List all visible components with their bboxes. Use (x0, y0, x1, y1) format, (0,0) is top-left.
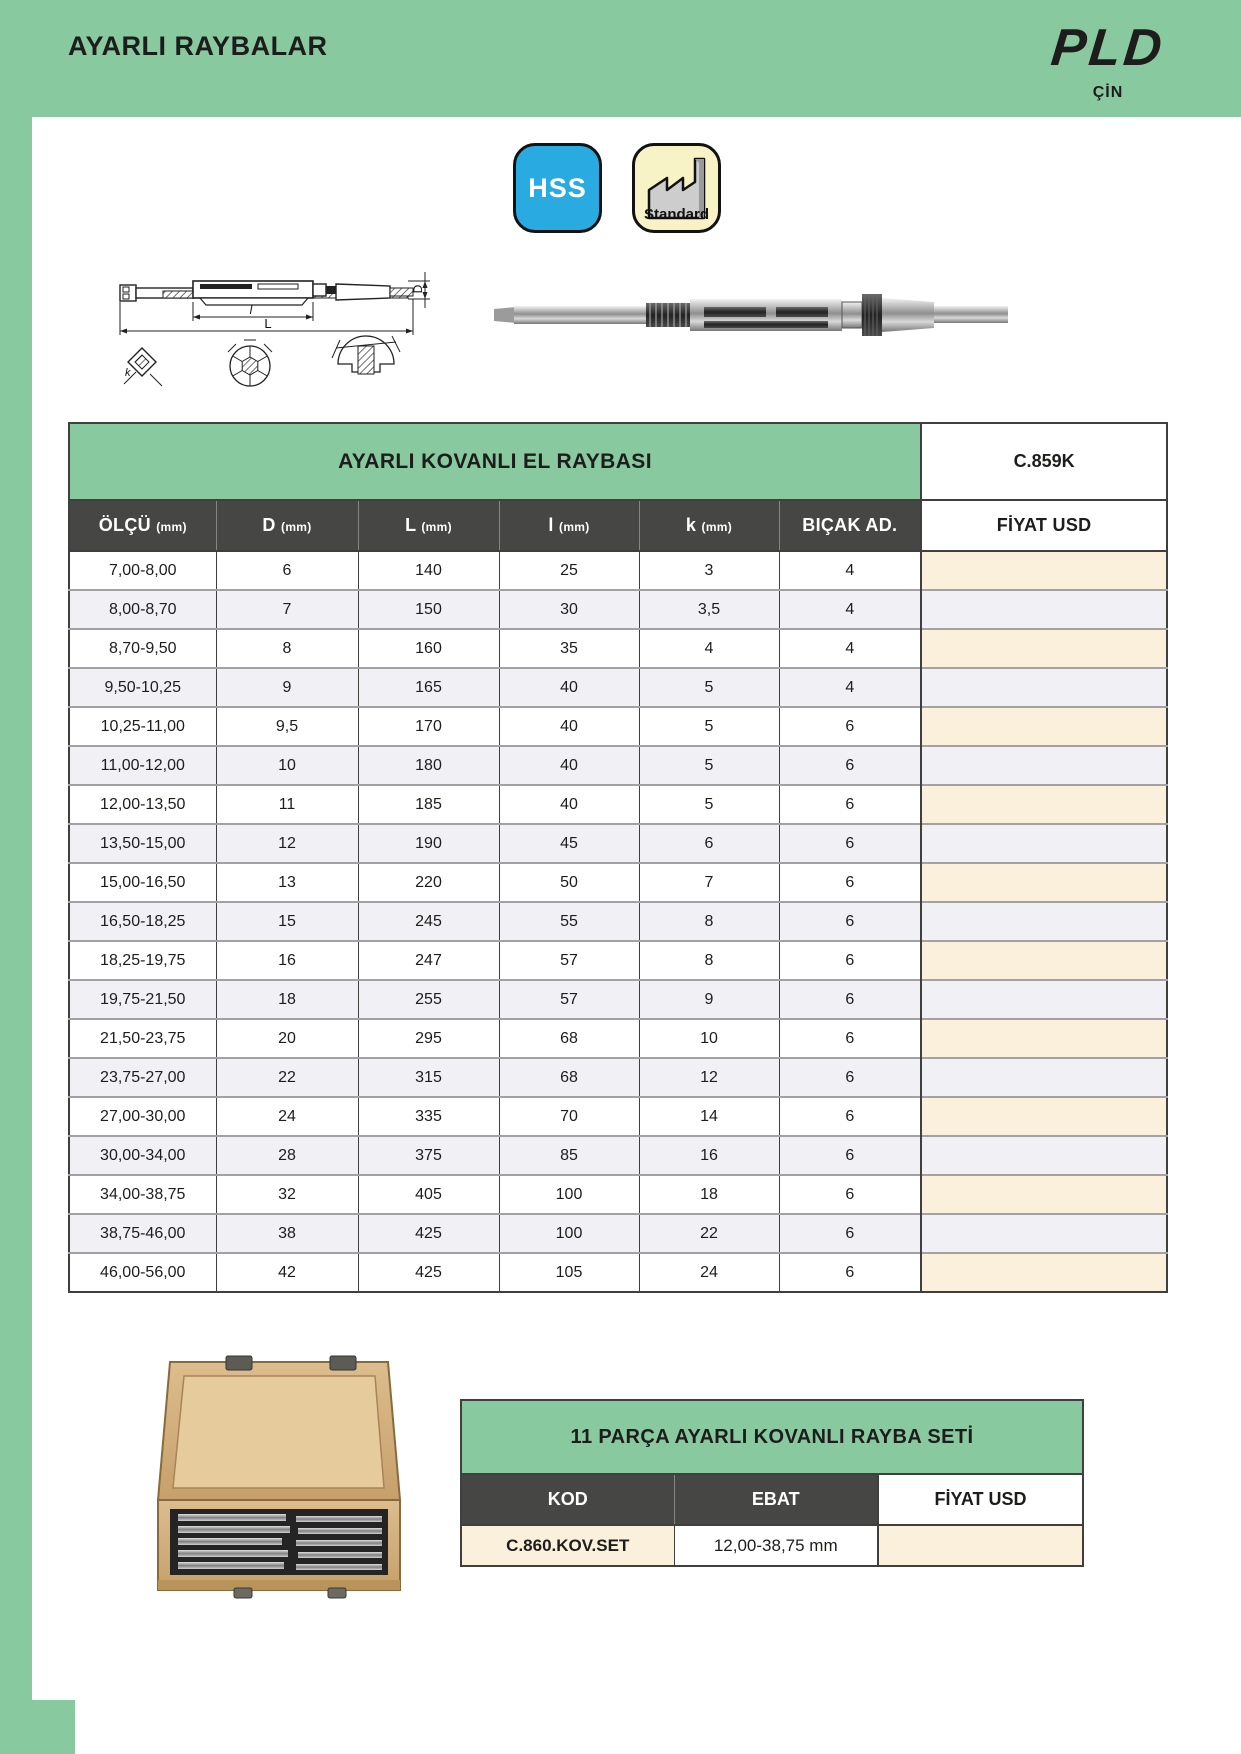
value-cell: 18,25-19,75 (69, 941, 216, 980)
value-cell: 6 (779, 746, 921, 785)
price-cell (921, 551, 1167, 590)
value-cell: 180 (358, 746, 499, 785)
price-cell (921, 1136, 1167, 1175)
price-cell (878, 1525, 1083, 1566)
value-cell: 6 (779, 1058, 921, 1097)
value-cell: 165 (358, 668, 499, 707)
value-cell: 38,75-46,00 (69, 1214, 216, 1253)
set-table-title-row (461, 1400, 1083, 1474)
value-cell: 30 (499, 590, 639, 629)
value-cell: 38 (216, 1214, 358, 1253)
value-cell: 6 (779, 980, 921, 1019)
price-cell (921, 746, 1167, 785)
set-table (460, 1399, 1084, 1567)
reamer-set-box-photo (138, 1352, 423, 1607)
value-cell: 16,50-18,25 (69, 902, 216, 941)
value-cell: 12 (639, 1058, 779, 1097)
table-row (69, 1175, 1167, 1214)
value-cell: 8 (216, 629, 358, 668)
value-cell: 160 (358, 629, 499, 668)
price-cell (921, 980, 1167, 1019)
value-cell: 9,50-10,25 (69, 668, 216, 707)
value-cell: 12 (216, 824, 358, 863)
table-row (69, 863, 1167, 902)
table-row (69, 824, 1167, 863)
value-cell: 10 (639, 1019, 779, 1058)
table-row (461, 1525, 1083, 1566)
table-row (69, 590, 1167, 629)
value-cell: 68 (499, 1058, 639, 1097)
value-cell: 50 (499, 863, 639, 902)
value-cell: 8 (639, 941, 779, 980)
table-row (69, 1097, 1167, 1136)
value-cell: 14 (639, 1097, 779, 1136)
value-cell: 375 (358, 1136, 499, 1175)
value-cell: 6 (779, 707, 921, 746)
table-row (69, 1214, 1167, 1253)
value-cell: 425 (358, 1214, 499, 1253)
value-cell: 16 (639, 1136, 779, 1175)
price-cell (921, 863, 1167, 902)
brand-country: ÇİN (1092, 84, 1124, 101)
value-cell: 245 (358, 902, 499, 941)
value-cell: 21,50-23,75 (69, 1019, 216, 1058)
value-cell: 24 (639, 1253, 779, 1292)
set-column-header-price: FİYAT USD (878, 1474, 1083, 1525)
value-cell: 190 (358, 824, 499, 863)
value-cell: 42 (216, 1253, 358, 1292)
value-cell: 11,00-12,00 (69, 746, 216, 785)
value-cell: 247 (358, 941, 499, 980)
value-cell: 7 (639, 863, 779, 902)
value-cell: 70 (499, 1097, 639, 1136)
column-header-k: k (mm) (639, 500, 779, 551)
value-cell: 6 (779, 1097, 921, 1136)
value-cell: 6 (779, 1253, 921, 1292)
value-cell: 3 (639, 551, 779, 590)
table-row (69, 551, 1167, 590)
value-cell: 12,00-38,75 mm (674, 1525, 878, 1566)
value-cell: 10 (216, 746, 358, 785)
hss-badge (513, 143, 602, 233)
price-cell (921, 824, 1167, 863)
value-cell: 405 (358, 1175, 499, 1214)
value-cell: 100 (499, 1214, 639, 1253)
value-cell: 25 (499, 551, 639, 590)
value-cell: 6 (779, 941, 921, 980)
left-accent-bar (0, 117, 32, 1700)
value-cell: 6 (779, 785, 921, 824)
value-cell: 6 (779, 863, 921, 902)
set-table-title: 11 PARÇA AYARLI KOVANLI RAYBA SETİ (461, 1400, 1083, 1474)
value-cell: 19,75-21,50 (69, 980, 216, 1019)
value-cell: 6 (779, 902, 921, 941)
value-cell: 100 (499, 1175, 639, 1214)
table-row (69, 1058, 1167, 1097)
value-cell: 4 (639, 629, 779, 668)
value-cell: 45 (499, 824, 639, 863)
value-cell: 6 (779, 1136, 921, 1175)
price-cell (921, 668, 1167, 707)
footer-accent-block (0, 1700, 75, 1754)
dim-label-l: l (249, 303, 253, 317)
value-cell: 425 (358, 1253, 499, 1292)
value-cell: 6 (779, 1214, 921, 1253)
value-cell: 46,00-56,00 (69, 1253, 216, 1292)
column-header-price: FİYAT USD (921, 500, 1167, 551)
dim-label-k: k (125, 367, 131, 379)
set-table-header-row (461, 1474, 1083, 1525)
value-cell: 185 (358, 785, 499, 824)
value-cell: 22 (639, 1214, 779, 1253)
table-row (69, 707, 1167, 746)
value-cell: 8 (639, 902, 779, 941)
value-cell: 34,00-38,75 (69, 1175, 216, 1214)
column-header-L: L (mm) (358, 500, 499, 551)
value-cell: 6 (216, 551, 358, 590)
value-cell: 170 (358, 707, 499, 746)
value-cell: 5 (639, 746, 779, 785)
value-cell: 5 (639, 668, 779, 707)
value-cell: 6 (779, 1175, 921, 1214)
value-cell: 55 (499, 902, 639, 941)
value-cell: 140 (358, 551, 499, 590)
technical-drawing (108, 242, 438, 390)
price-cell (921, 1019, 1167, 1058)
value-cell: 12,00-13,50 (69, 785, 216, 824)
value-cell: 57 (499, 941, 639, 980)
price-cell (921, 1097, 1167, 1136)
value-cell: 4 (779, 629, 921, 668)
value-cell: 40 (499, 668, 639, 707)
value-cell: 105 (499, 1253, 639, 1292)
price-cell (921, 1175, 1167, 1214)
value-cell: 220 (358, 863, 499, 902)
product-code: C.859K (921, 423, 1167, 500)
table-row (69, 980, 1167, 1019)
value-cell: 40 (499, 785, 639, 824)
price-cell (921, 707, 1167, 746)
main-table-title: AYARLI KOVANLI EL RAYBASI (69, 423, 921, 500)
value-cell: 6 (779, 824, 921, 863)
price-cell (921, 941, 1167, 980)
value-cell: 40 (499, 746, 639, 785)
price-cell (921, 629, 1167, 668)
value-cell: 9 (639, 980, 779, 1019)
table-row (69, 1253, 1167, 1292)
value-cell: 8,70-9,50 (69, 629, 216, 668)
value-cell: 85 (499, 1136, 639, 1175)
brand-logo: PLD (1048, 19, 1168, 77)
column-header-bicak: BIÇAK AD. (779, 500, 921, 551)
value-cell: 9,5 (216, 707, 358, 746)
price-cell (921, 902, 1167, 941)
table-row (69, 902, 1167, 941)
value-cell: 24 (216, 1097, 358, 1136)
standard-badge (632, 143, 721, 233)
value-cell: 15 (216, 902, 358, 941)
price-cell (921, 590, 1167, 629)
value-cell: 10,25-11,00 (69, 707, 216, 746)
value-cell: 9 (216, 668, 358, 707)
value-cell: 4 (779, 551, 921, 590)
value-cell: 15,00-16,50 (69, 863, 216, 902)
value-cell: 335 (358, 1097, 499, 1136)
value-cell: 68 (499, 1019, 639, 1058)
value-cell: 13 (216, 863, 358, 902)
main-table (68, 422, 1168, 1293)
value-cell: 20 (216, 1019, 358, 1058)
value-cell: 6 (779, 1019, 921, 1058)
table-row (69, 785, 1167, 824)
column-header-olcu: ÖLÇÜ (mm) (69, 500, 216, 551)
price-cell (921, 1253, 1167, 1292)
value-cell: 4 (779, 590, 921, 629)
value-cell: 315 (358, 1058, 499, 1097)
table-row (69, 629, 1167, 668)
price-cell (921, 1214, 1167, 1253)
set-column-header-ebat: EBAT (674, 1474, 878, 1525)
value-cell: 3,5 (639, 590, 779, 629)
value-cell: 23,75-27,00 (69, 1058, 216, 1097)
standard-badge-label: Standard (643, 206, 709, 223)
value-cell: 18 (639, 1175, 779, 1214)
value-cell: 5 (639, 707, 779, 746)
value-cell: 28 (216, 1136, 358, 1175)
table-row (69, 1136, 1167, 1175)
hss-badge-label: HSS (528, 172, 587, 203)
value-cell: 18 (216, 980, 358, 1019)
value-cell: 295 (358, 1019, 499, 1058)
table-row (69, 1019, 1167, 1058)
reamer-photo (490, 278, 1010, 348)
value-cell: 7,00-8,00 (69, 551, 216, 590)
table-header-row (69, 500, 1167, 551)
value-cell: 32 (216, 1175, 358, 1214)
dim-label-D: D (411, 284, 425, 294)
column-header-d: D (mm) (216, 500, 358, 551)
value-cell: 255 (358, 980, 499, 1019)
value-cell: 40 (499, 707, 639, 746)
page-title: AYARLI RAYBALAR (68, 31, 328, 61)
value-cell: 6 (639, 824, 779, 863)
table-row (69, 746, 1167, 785)
value-cell: 7 (216, 590, 358, 629)
value-cell: 35 (499, 629, 639, 668)
value-cell: 57 (499, 980, 639, 1019)
table-row (69, 668, 1167, 707)
value-cell: 27,00-30,00 (69, 1097, 216, 1136)
table-row (69, 941, 1167, 980)
kod-cell: C.860.KOV.SET (461, 1525, 674, 1566)
price-cell (921, 785, 1167, 824)
page-header (0, 0, 1241, 117)
value-cell: 11 (216, 785, 358, 824)
dim-label-L: L (264, 316, 272, 331)
price-cell (921, 1058, 1167, 1097)
column-header-l: l (mm) (499, 500, 639, 551)
value-cell: 13,50-15,00 (69, 824, 216, 863)
value-cell: 4 (779, 668, 921, 707)
set-column-header-kod: KOD (461, 1474, 674, 1525)
value-cell: 16 (216, 941, 358, 980)
value-cell: 30,00-34,00 (69, 1136, 216, 1175)
value-cell: 150 (358, 590, 499, 629)
value-cell: 8,00-8,70 (69, 590, 216, 629)
table-title-row (69, 423, 1167, 500)
value-cell: 22 (216, 1058, 358, 1097)
value-cell: 5 (639, 785, 779, 824)
